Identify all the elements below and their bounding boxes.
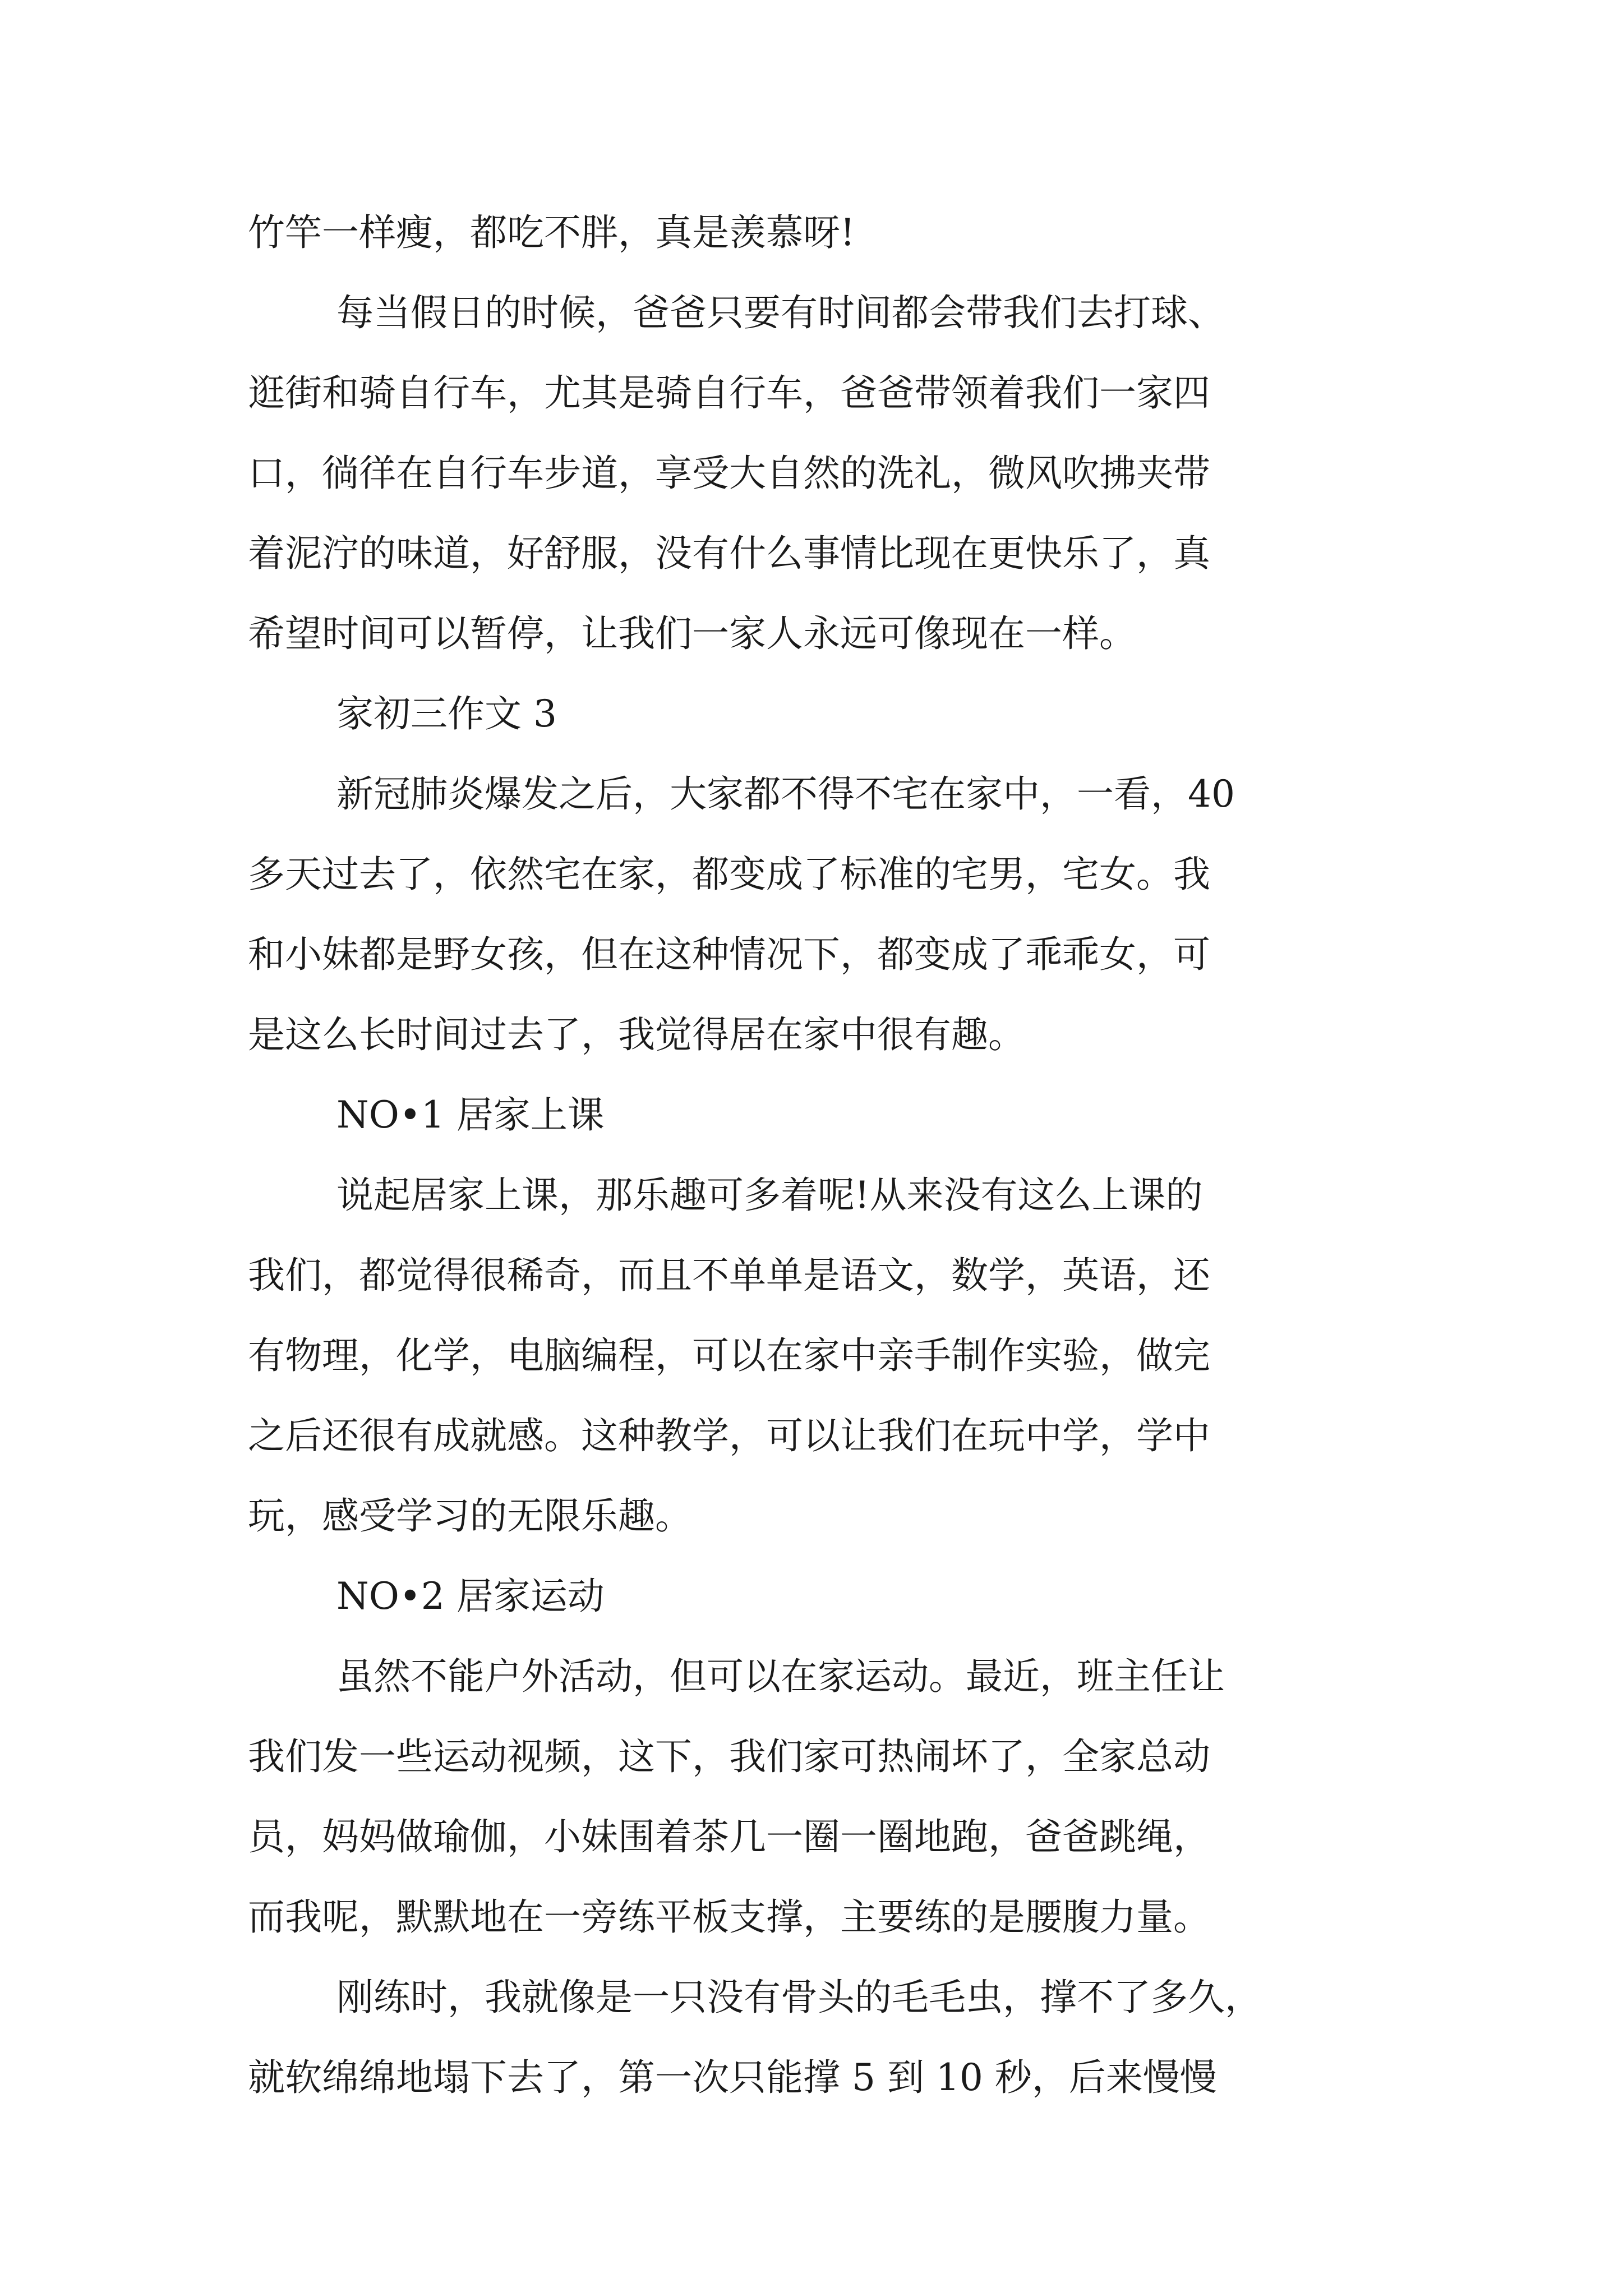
text-line: 就软绵绵地塌下去了，第一次只能撑 5 到 10 秒，后来慢慢 <box>248 2056 1217 2099</box>
text-line: 逛街和骑自行车，尤其是骑自行车，爸爸带领着我们一家四 <box>248 371 1210 415</box>
section-heading: 家初三作文 3 <box>336 692 557 735</box>
text-line: 玩，感受学习的无限乐趣。 <box>248 1494 692 1538</box>
text-line: 员，妈妈做瑜伽，小妹围着茶几一圈一圈地跑，爸爸跳绳， <box>248 1815 1210 1858</box>
text-line: 说起居家上课，那乐趣可多着呢!从来没有这么上课的 <box>336 1174 1203 1217</box>
text-line: 我们，都觉得很稀奇，而且不单单是语文，数学，英语，还 <box>248 1254 1210 1297</box>
text-line: 口，徜徉在自行车步道，享受大自然的洗礼，微风吹拂夹带 <box>248 452 1210 495</box>
text-line: 而我呢，默默地在一旁练平板支撑，主要练的是腰腹力量。 <box>248 1895 1210 1939</box>
subsection-heading: NO•2 居家运动 <box>336 1575 605 1618</box>
text-line: 每当假日的时候，爸爸只要有时间都会带我们去打球、 <box>336 291 1225 334</box>
text-line: 竹竿一样瘦，都吃不胖，真是羡慕呀! <box>248 211 855 254</box>
text-line: 是这么长时间过去了，我觉得居在家中很有趣。 <box>248 1013 1025 1056</box>
text-line: 之后还很有成就感。这种教学，可以让我们在玩中学，学中 <box>248 1414 1210 1457</box>
text-line: 和小妹都是野女孩，但在这种情况下，都变成了乖乖女，可 <box>248 933 1210 976</box>
text-line: 新冠肺炎爆发之后，大家都不得不宅在家中，一看，40 <box>336 772 1235 816</box>
text-line: 希望时间可以暂停，让我们一家人永远可像现在一样。 <box>248 612 1136 655</box>
text-line: 有物理，化学，电脑编程，可以在家中亲手制作实验，做完 <box>248 1334 1210 1377</box>
subsection-heading: NO•1 居家上课 <box>336 1093 605 1137</box>
text-line: 刚练时，我就像是一只没有骨头的毛毛虫，撑不了多久， <box>336 1976 1262 2019</box>
text-line: 着泥泞的味道，好舒服，没有什么事情比现在更快乐了，真 <box>248 532 1210 575</box>
text-line: 虽然不能户外活动，但可以在家运动。最近，班主任让 <box>336 1655 1225 1698</box>
text-line: 我们发一些运动视频，这下，我们家可热闹坏了，全家总动 <box>248 1735 1210 1778</box>
text-line: 多天过去了，依然宅在家，都变成了标准的宅男，宅女。我 <box>248 853 1210 896</box>
